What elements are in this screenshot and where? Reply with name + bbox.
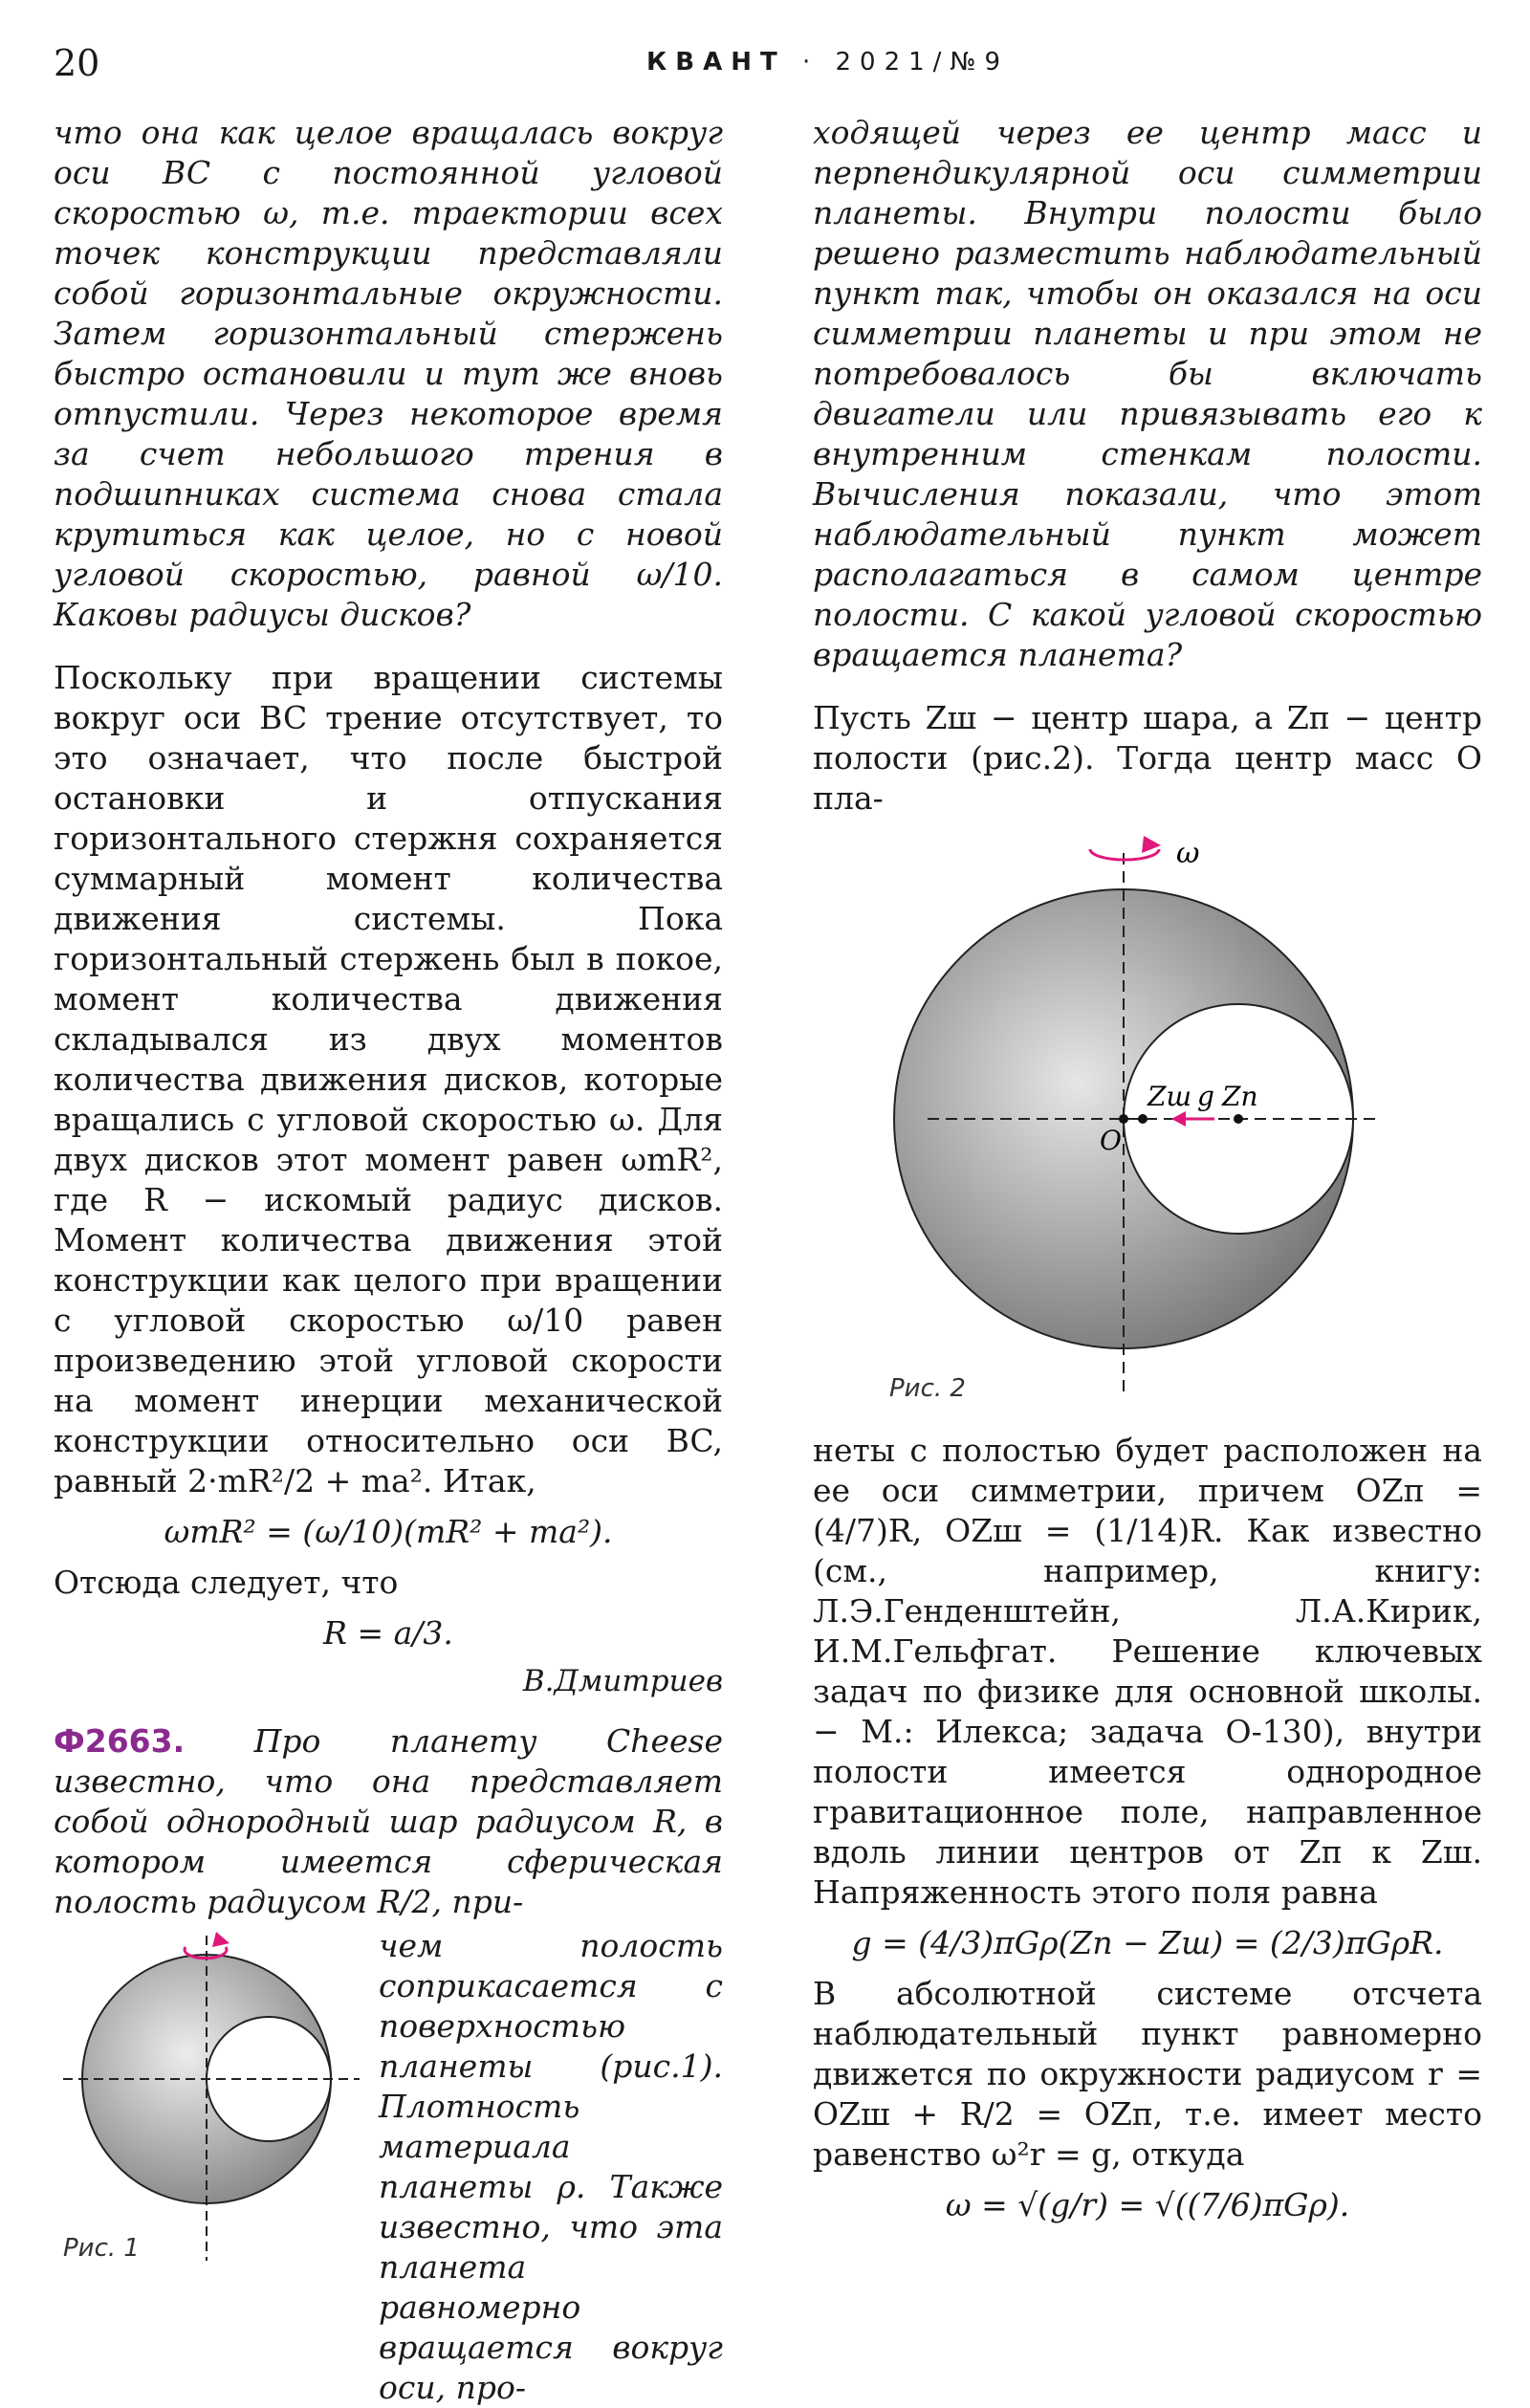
figure-1-caption: Рис. 1 bbox=[63, 2234, 140, 2263]
cavity-center-point bbox=[1234, 1114, 1243, 1124]
problem-wrap-text: чем полость соприкасается с поверхностью планеты (рис.1). Плотность материала планеты ρ. Также известно, что эта планета равномерно вращается вокруг оси, про- bbox=[379, 1927, 723, 2406]
page-header bbox=[54, 42, 1476, 84]
absolute-frame-text: В абсолютной системе отсчета наблюдательный пункт равномерно движется по окружности радиусом r = OZш + R/2 = OZп, т.е. имеет место равенство ω²r = g, откуда bbox=[813, 1975, 1482, 2173]
equation-field: g = (4/3)πGρ(Zп − Zш) = (2/3)πGρR. bbox=[851, 1924, 1444, 1961]
figure-2 bbox=[813, 832, 1482, 1425]
right-column bbox=[813, 113, 1482, 2236]
journal-issue: · 2021/№9 bbox=[801, 48, 1009, 77]
label-o: O bbox=[1100, 1125, 1122, 1156]
figure-2-caption: Рис. 2 bbox=[889, 1374, 966, 1403]
equation-momentum: ωmR² = (ω/10)(mR² + ma²). bbox=[164, 1513, 613, 1550]
solution-continuation: неты с полостью будет расположен на ее оси симметрии, причем OZп = (4/7)R, OZш = (1/14)R. Как известно (см., например, книгу: Л.Э.Генденштейн, Л.А.Кирик, И.М.Гельфгат. Решение ключевых задач по физике для основной школы. − М.: Илекса; задача О-130), внутри полости имеется однородное гравитационное поле, направленное вдоль линии центров от Zп к Zш. Напряженность этого поля равна bbox=[813, 1432, 1482, 1911]
rotation-arrowhead-icon bbox=[212, 1932, 230, 1947]
omega-label: ω bbox=[1176, 837, 1200, 870]
equation-radius: R = a/3. bbox=[323, 1614, 453, 1652]
figure-1-block bbox=[54, 1926, 723, 2406]
figure-1 bbox=[54, 1926, 369, 2270]
journal-name: КВАНТ bbox=[646, 48, 786, 77]
hence-text: Отсюда следует, что bbox=[54, 1564, 399, 1601]
problem-id: Ф2663. bbox=[54, 1722, 186, 1760]
page-number: 20 bbox=[54, 42, 100, 84]
problem-continuation: что она как целое вращалась вокруг оси BC с постоянной угловой скоростью ω, т.е. траектории всех точек конструкции представляли собой горизонтальные окружности. Затем горизонтальный стержень быстро остановили и тут же вновь отпустили. Через некоторое время за счет небольшого трения в подшипниках система снова стала крутиться как целое, но с новой угловой скоростью, равной ω/10. Каковы радиусы дисков? bbox=[54, 114, 723, 633]
sphere-center-point bbox=[1138, 1114, 1148, 1124]
label-z-p: Zп bbox=[1222, 1081, 1258, 1112]
label-z-sh: Zш bbox=[1148, 1081, 1191, 1112]
journal-title bbox=[646, 48, 1009, 77]
label-g: g bbox=[1197, 1081, 1214, 1112]
solution-text: Поскольку при вращении системы вокруг оси BC трение отсутствует, то это означает, что после быстрой остановки и отпускания горизонтального стержня сохраняется суммарный момент количества движения системы. Пока горизонтальный стержень был в покое, момент количества движения складывался из двух моментов количества движения дисков, которые вращались с угловой скоростью ω. Для двух дисков этот момент равен ωmR², где R − искомый радиус дисков. Момент количества движения этой конструкции как целого при вращении с угловой скоростью ω/10 равен произведению этой угловой скорости на момент инерции механической конструкции относительно оси BC, равный 2·mR²/2 + ma². Итак, bbox=[54, 659, 723, 1500]
problem-ending: ходящей через ее центр масс и перпендикулярной оси симметрии планеты. Внутри полости было решено разместить наблюдательный пункт так, чтобы он оказался на оси симметрии планеты и при этом не потребовалось бы включать двигатели или привязывать его к внутренним стенкам полости. Вычисления показали, что этот наблюдательный пункт может располагаться в самом центре полости. С какой угловой скоростью вращается планета? bbox=[813, 114, 1482, 673]
author-signature: В.Дмитриев bbox=[522, 1664, 723, 1698]
equation-omega: ω = √(g/r) = √((7/6)πGρ). bbox=[945, 2186, 1350, 2223]
left-column bbox=[54, 113, 723, 2406]
problem-statement bbox=[54, 1721, 723, 1922]
solution-start: Пусть Zш − центр шара, а Zп − центр полости (рис.2). Тогда центр масс O пла- bbox=[813, 699, 1482, 817]
center-of-mass-point bbox=[1119, 1114, 1128, 1124]
problem-intro: Про планету Cheese известно, что она представляет собой однородный шар радиусом R, в котором имеется сферическая полость радиусом R/2, при- bbox=[54, 1722, 723, 1920]
